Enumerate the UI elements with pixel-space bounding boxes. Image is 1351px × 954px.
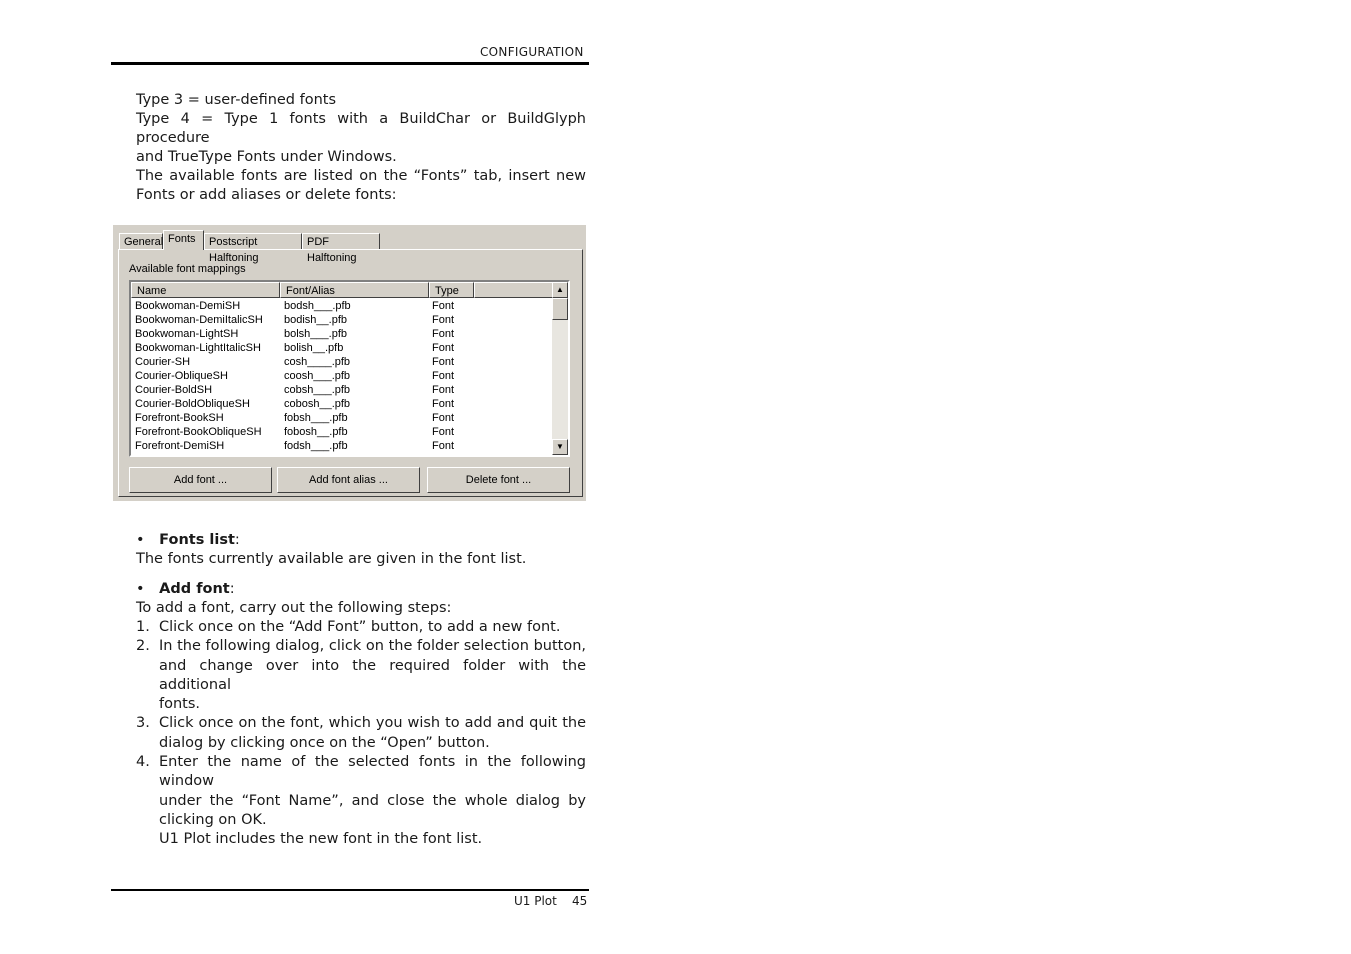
group-label: Available font mappings <box>129 263 246 275</box>
table-row[interactable] <box>131 411 554 425</box>
bullet-icon: • <box>136 581 145 597</box>
delete-font-button[interactable]: Delete font ... <box>427 467 570 493</box>
step-line: In the following dialog, click on the folder selection button, <box>159 638 586 655</box>
table-row[interactable] <box>131 355 554 369</box>
font-type-cell: Font <box>432 440 455 452</box>
add-font-intro: To add a font, carry out the following steps: <box>136 600 452 616</box>
font-alias-cell: coosh___.pfb <box>284 370 351 382</box>
font-type-cell: Font <box>432 384 455 396</box>
scroll-thumb[interactable] <box>552 298 568 320</box>
table-row[interactable] <box>131 369 554 383</box>
font-name-cell: Courier-BoldObliqueSH <box>135 398 250 410</box>
step-number: 1. <box>136 619 150 635</box>
font-alias-cell: cobosh__.pfb <box>284 398 351 410</box>
font-type-cell: Font <box>432 342 455 354</box>
font-name-cell: Forefront-DemiSH <box>135 440 225 452</box>
intro-line-4: and TrueType Fonts under Windows. <box>136 149 397 165</box>
step-item <box>136 714 586 753</box>
font-name-cell: Bookwoman-DemiItalicSH <box>135 314 263 326</box>
table-row[interactable] <box>131 327 554 341</box>
page-number: 45 <box>572 894 588 908</box>
step-item <box>136 637 586 714</box>
fonts-list-title: Fonts list <box>159 532 235 548</box>
intro-line-5: The available fonts are listed on the “Fonts” tab, insert new <box>136 168 586 184</box>
step-item <box>136 753 586 849</box>
tab-pdf-halftoning[interactable]: PDF Halftoning <box>302 233 380 249</box>
font-type-cell: Font <box>432 398 455 410</box>
vertical-scrollbar[interactable] <box>552 282 568 455</box>
font-alias-cell: fobsh___.pfb <box>284 412 348 424</box>
font-name-cell: Bookwoman-LightItalicSH <box>135 342 261 354</box>
step-line: fonts. <box>159 696 201 713</box>
font-type-cell: Font <box>432 328 455 340</box>
font-list[interactable] <box>129 280 570 457</box>
column-header-type[interactable]: Type <box>429 282 474 298</box>
add-font-steps <box>136 618 586 850</box>
font-alias-cell: fodsh___.pfb <box>284 440 348 452</box>
font-rows <box>131 299 554 453</box>
table-row[interactable] <box>131 425 554 439</box>
font-type-cell: Font <box>432 370 455 382</box>
table-row[interactable] <box>131 383 554 397</box>
step-line: clicking on OK. <box>159 811 267 828</box>
tab-general[interactable]: General <box>119 233 163 249</box>
footer-rule <box>111 889 589 891</box>
font-name-cell: Courier-SH <box>135 356 191 368</box>
step-line: Enter the name of the selected fonts in the following window <box>159 754 586 790</box>
font-alias-cell: bodsh___.pfb <box>284 300 351 312</box>
scroll-up-icon[interactable]: ▲ <box>552 282 568 298</box>
intro-line-1: Type 3 = user-defined fonts <box>136 92 337 108</box>
scroll-down-icon[interactable]: ▼ <box>552 439 568 455</box>
add-font-colon: : <box>229 581 235 597</box>
add-font-heading <box>136 580 235 599</box>
font-name-cell: Bookwoman-LightSH <box>135 328 239 340</box>
font-name-cell: Courier-BoldSH <box>135 384 213 396</box>
add-font-title: Add font <box>159 581 230 597</box>
intro-line-6: Fonts or add aliases or delete fonts: <box>136 187 397 203</box>
font-type-cell: Font <box>432 426 455 438</box>
font-name-cell: Courier-ObliqueSH <box>135 370 228 382</box>
font-name-cell: Forefront-BookSH <box>135 412 224 424</box>
table-row[interactable] <box>131 439 554 453</box>
font-name-cell: Forefront-BookObliqueSH <box>135 426 262 438</box>
step-line: dialog by clicking once on the “Open” button. <box>159 734 490 751</box>
header-rule <box>111 62 589 65</box>
font-type-cell: Font <box>432 314 455 326</box>
intro-line-2: Type 4 = Type 1 fonts with a BuildChar or BuildGlyph <box>136 111 586 127</box>
add-font-button[interactable]: Add font ... <box>129 467 272 493</box>
intro-line-3: procedure <box>136 130 210 146</box>
tab-postscript-halftoning[interactable]: Postscript Halftoning <box>204 233 302 249</box>
font-alias-cell: bodish__.pfb <box>284 314 347 326</box>
font-type-cell: Font <box>432 412 455 424</box>
font-type-cell: Font <box>432 356 455 368</box>
step-line: and change over into the required folder with the additional <box>159 657 586 693</box>
column-header-name[interactable]: Name <box>131 282 280 298</box>
font-alias-cell: bolish__.pfb <box>284 342 344 354</box>
font-alias-cell: bolsh___.pfb <box>284 328 347 340</box>
table-row[interactable] <box>131 397 554 411</box>
step-number: 3. <box>136 715 150 732</box>
font-type-cell: Font <box>432 300 455 312</box>
step-item <box>136 618 586 637</box>
add-font-alias-button[interactable]: Add font alias ... <box>277 467 420 493</box>
fonts-dialog <box>113 225 586 501</box>
step-number: 4. <box>136 754 150 771</box>
font-name-cell: Bookwoman-DemiSH <box>135 300 241 312</box>
font-alias-cell: fobosh__.pfb <box>284 426 348 438</box>
fonts-list-colon: : <box>234 532 240 548</box>
footer-product: U1 Plot <box>514 894 557 908</box>
font-alias-cell: cobsh___.pfb <box>284 384 351 396</box>
fonts-list-heading <box>136 531 240 550</box>
section-header: CONFIGURATION <box>480 45 584 59</box>
bullet-icon: • <box>136 532 145 548</box>
step-line: Click once on the “Add Font” button, to add a new font. <box>159 619 561 635</box>
column-header-blank <box>474 282 554 298</box>
step-line: under the “Font Name”, and close the whole dialog by <box>159 792 586 809</box>
step-line: U1 Plot includes the new font in the font list. <box>159 831 483 848</box>
step-number: 2. <box>136 638 150 655</box>
tab-fonts[interactable]: Fonts <box>163 230 204 250</box>
table-row[interactable] <box>131 341 554 355</box>
column-header-font-alias[interactable]: Font/Alias <box>280 282 429 298</box>
fonts-list-text: The fonts currently available are given in the font list. <box>136 551 527 567</box>
table-row[interactable] <box>131 313 554 327</box>
step-line: Click once on the font, which you wish to add and quit the <box>159 715 586 732</box>
table-row[interactable] <box>131 299 554 313</box>
font-alias-cell: cosh____.pfb <box>284 356 351 368</box>
